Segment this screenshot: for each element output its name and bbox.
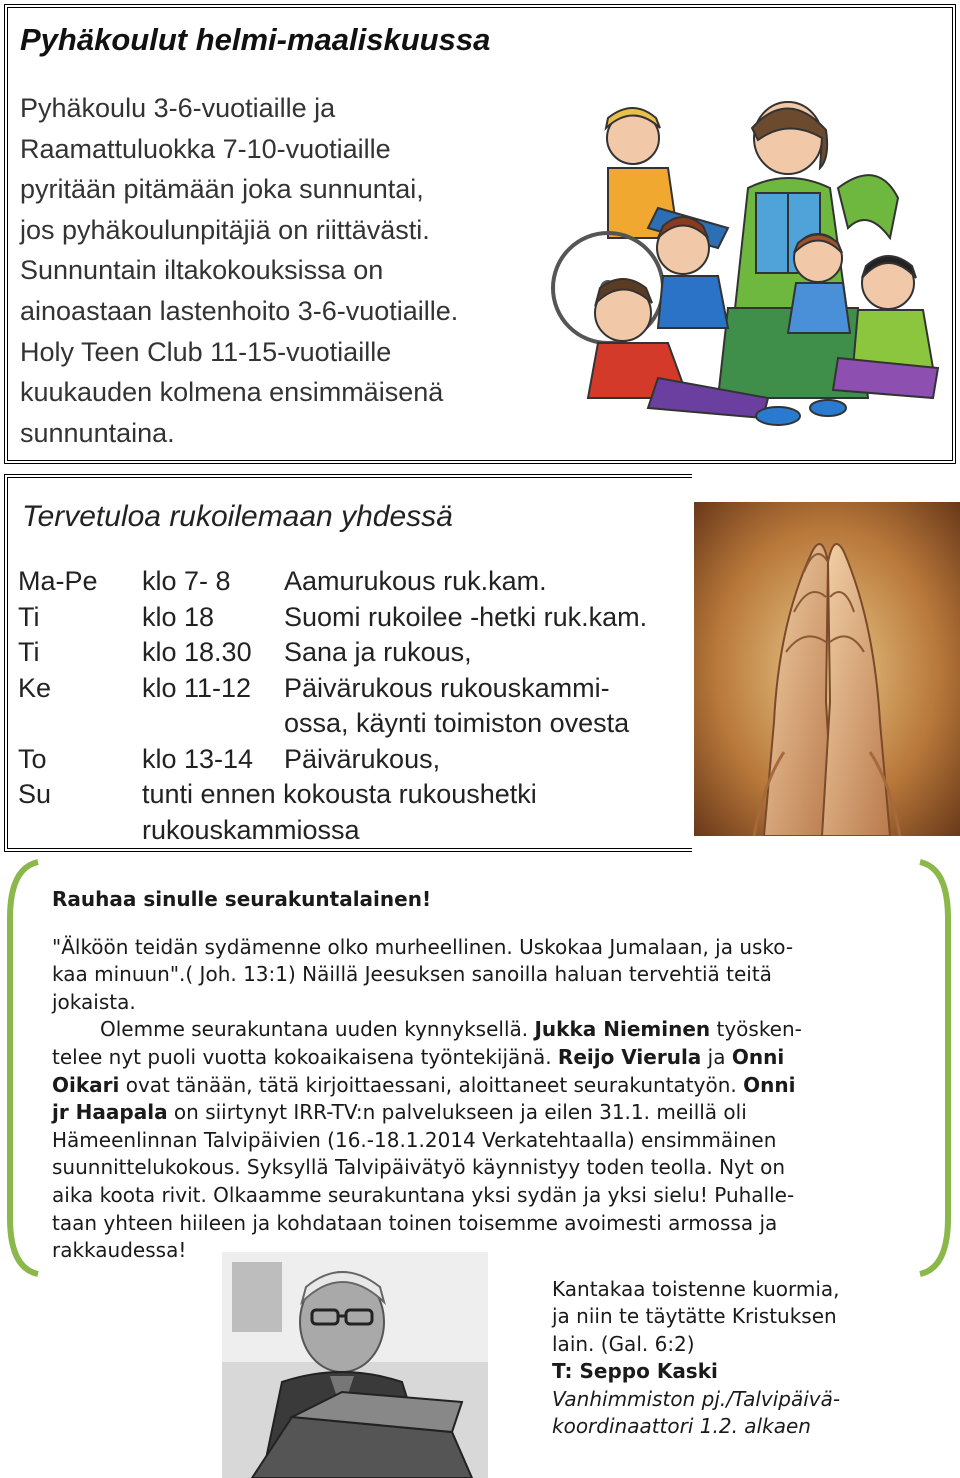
signature-role: koordinaattori 1.2. alkaen [552,1414,811,1439]
name-highlight: Onni [743,1072,796,1097]
schedule-time: klo 11-12 [142,672,252,703]
text-segment: työsken- [710,1017,802,1042]
quote-line: ja niin te täytätte Kristuksen [552,1304,837,1329]
name-highlight: Jukka Nieminen [534,1017,711,1042]
text-line: taan yhteen hiileen ja kohdataan toinen toisemme avoimesti armossa ja [52,1210,778,1235]
schedule-activity: ossa, käynti toimiston ovesta [284,708,630,738]
schedule-day: To [18,743,47,774]
text-line: Hämeenlinnan Talvipäivien (16.-18.1.2014 Verkatehtaalla) ensimmäinen [52,1127,777,1152]
text-line: Pyhäkoulu 3-6-vuotiaille ja [20,93,336,123]
text-line: kaa minuun".( Joh. 13:1) Näillä Jeesuksen sanoilla haluan tervehtiä teitä [52,962,772,987]
sunday-school-title: Pyhäkoulut helmi-maaliskuussa [20,22,491,57]
author-photo [222,1252,488,1478]
text-line: ainoastaan lastenhoito 3-6-vuotiaille. [20,295,459,326]
sunday-school-box [4,4,956,464]
text-line: Sunnuntain iltakokouksissa on [20,255,384,286]
text-line: kuukauden kolmena ensimmäisenä [20,377,444,408]
schedule-activity: Suomi rukoilee -hetki ruk.kam. [284,601,648,632]
schedule-day: Ti [18,637,40,667]
prayer-schedule-box [4,474,692,852]
schedule-time: klo 18.30 [142,637,252,667]
message-paragraph-1 [52,934,922,1017]
text-segment: ovat tänään, tätä kirjoittaessani, aloittaneet seurakuntatyön. [119,1072,744,1097]
text-line: jokaista. [52,989,136,1014]
schedule-day: Ke [18,672,52,703]
schedule-day: Su [18,779,52,809]
text-line: pyritään pitämään joka sunnuntai, [20,174,424,205]
schedule-activity: Sana ja rukous, [284,637,472,667]
text-line: suunnittelukokous. Syksyllä Talvipäivätyö käynnistyy toden teolla. Nyt on [52,1155,786,1180]
text-segment: ja [701,1044,732,1069]
text-segment: telee nyt puoli vuotta kokoaikaisena työntekijänä. [52,1044,558,1069]
schedule-day: Ti [18,601,40,632]
greeting-message [52,886,922,1265]
name-highlight: Reijo Vierula [557,1044,702,1069]
schedule-activity: Aamurukous ruk.kam. [284,566,547,596]
schedule-time: klo 7- 8 [142,566,231,596]
closing-quote [552,1276,952,1440]
text-line: "Älköön teidän sydämenne olko murheellinen. Uskokaa Jumalaan, ja usko- [52,934,794,959]
text-line: aika koota rivit. Olkaamme seurakuntana yksi sydän ja yksi sielu! Puhalle- [52,1182,795,1207]
schedule-day: Ma-Pe [18,566,98,596]
signature-role: Vanhimmiston pj./Talvipäivä- [552,1386,841,1411]
children-reading-illustration [538,98,958,443]
schedule-time: klo 13-14 [142,743,254,774]
sunday-school-text [20,88,540,453]
schedule-activity: tunti ennen kokousta rukoushetki [142,779,537,809]
greeting-heading: Rauhaa sinulle seurakuntalainen! [52,887,432,911]
name-highlight: Onni [731,1044,785,1069]
left-bracket-decoration [4,858,44,1278]
schedule-activity: rukouskammiossa [142,814,360,845]
text-segment: Olemme seurakuntana uuden kynnyksellä. [100,1017,535,1042]
text-line: Raamattuluokka 7-10-vuotiaille [20,133,391,164]
message-paragraph-2 [52,1016,922,1264]
quote-line: Kantakaa toistenne kuormia, [552,1277,840,1301]
schedule-time: klo 18 [142,601,215,632]
schedule-activity: Päivärukous, [284,743,441,774]
quote-line: lain. (Gal. 6:2) [552,1331,695,1356]
name-highlight: jr Haapala [52,1100,168,1125]
schedule-activity: Päivärukous rukouskammi- [284,672,610,703]
prayer-title: Tervetuloa rukoilemaan yhdessä [22,500,453,533]
text-line: rakkaudessa! [52,1238,187,1263]
text-segment: on siirtynyt IRR-TV:n palvelukseen ja eilen 31.1. meillä oli [167,1100,747,1125]
name-highlight: Oikari [52,1072,120,1097]
praying-hands-image [694,502,960,836]
text-line: jos pyhäkoulunpitäjiä on riittävästi. [20,214,430,245]
text-line: Holy Teen Club 11-15-vuotiaille [20,336,392,367]
text-line: sunnuntaina. [20,417,175,448]
signature: T: Seppo Kaski [552,1359,718,1384]
